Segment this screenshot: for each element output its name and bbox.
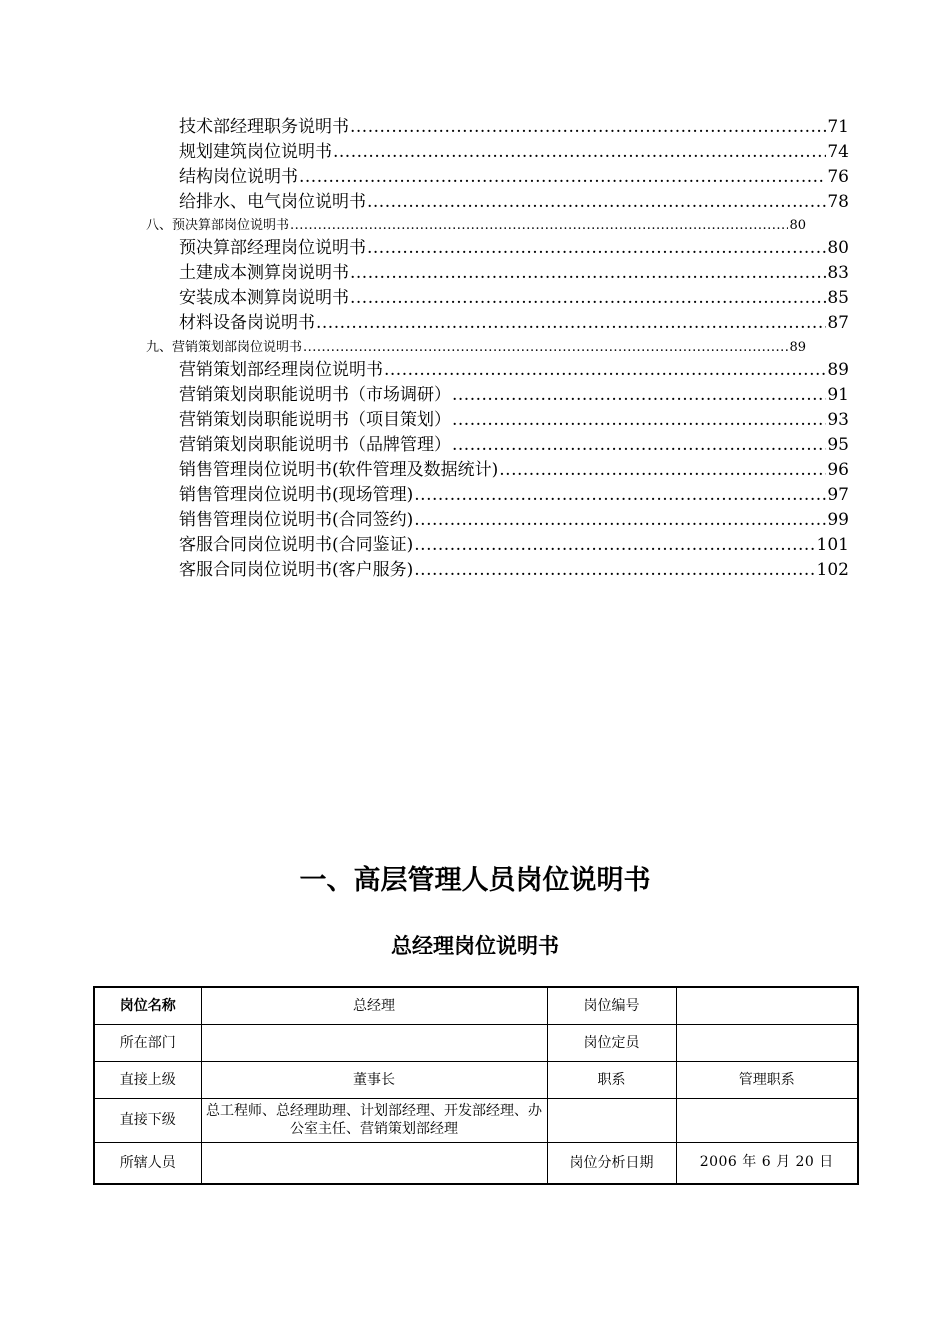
toc-leader-dots — [316, 311, 826, 336]
toc-entry-title: 规划建筑岗位说明书 — [179, 142, 332, 162]
toc-leader-dots — [452, 383, 826, 408]
analysis-date-value: 2006 年 6 月 20 日 — [699, 1153, 834, 1170]
department-value — [201, 1024, 547, 1061]
job-info-table — [93, 986, 859, 1185]
toc-leader-dots — [303, 338, 788, 358]
toc-entry-page: 97 — [827, 485, 849, 505]
toc-entry-page: 71 — [827, 117, 849, 137]
toc-entry[interactable] — [179, 508, 849, 533]
toc-entry-page: 85 — [827, 288, 849, 308]
toc-leader-dots — [499, 458, 826, 483]
toc-leader-dots — [384, 358, 826, 383]
job-family-value: 管理职系 — [676, 1061, 858, 1098]
toc-leader-dots — [367, 190, 826, 215]
toc-entry-page: 89 — [789, 340, 806, 355]
analysis-date-cell — [676, 1142, 858, 1184]
direct-superior-label: 直接上级 — [94, 1061, 201, 1098]
toc-leader-dots — [452, 433, 826, 458]
toc-entry-title: 客服合同岗位说明书(客户服务) — [179, 560, 414, 580]
toc-entry[interactable] — [179, 165, 849, 190]
toc-entry-title: 安装成本测算岗说明书 — [179, 288, 349, 308]
headcount-label: 岗位定员 — [547, 1024, 676, 1061]
table-row — [94, 1098, 858, 1142]
table-row — [94, 1142, 858, 1184]
toc-entry-title: 营销策划岗职能说明书（项目策划） — [179, 410, 451, 430]
department-label: 所在部门 — [94, 1024, 201, 1061]
toc-entry-page: 78 — [827, 192, 849, 212]
toc-entry-page: 87 — [827, 313, 849, 333]
toc-entry-title: 销售管理岗位说明书(软件管理及数据统计) — [179, 460, 499, 480]
toc-entry[interactable] — [179, 286, 849, 311]
document-title: 总经理岗位说明书 — [391, 934, 559, 958]
toc-entry-page: 99 — [827, 510, 849, 530]
toc-leader-dots — [414, 483, 826, 508]
direct-subordinates-label: 直接下级 — [94, 1098, 201, 1142]
toc-entry-title: 给排水、电气岗位说明书 — [179, 192, 366, 212]
toc-entry-title: 营销策划岗职能说明书（市场调研） — [179, 385, 451, 405]
toc-entry-page: 80 — [789, 218, 806, 233]
toc-entry-title: 九、营销策划部岗位说明书 — [146, 340, 303, 355]
toc-entry-page: 83 — [827, 263, 849, 283]
toc-entry[interactable] — [179, 261, 849, 286]
toc-chapter-entry[interactable] — [146, 338, 806, 358]
toc-entry-title: 客服合同岗位说明书(合同鉴证) — [179, 535, 414, 555]
toc-entry-title: 预决算部经理岗位说明书 — [179, 238, 366, 258]
table-row — [94, 1024, 858, 1061]
staff-under-label: 所辖人员 — [94, 1142, 201, 1184]
toc-entry[interactable] — [179, 236, 849, 261]
toc-leader-dots — [299, 165, 826, 190]
toc-entry-page: 80 — [827, 238, 849, 258]
toc-entry-title: 营销策划岗职能说明书（品牌管理） — [179, 435, 451, 455]
toc-entry[interactable] — [179, 115, 849, 140]
toc-leader-dots — [333, 140, 826, 165]
job-code-label: 岗位编号 — [547, 987, 676, 1024]
toc-entry-page: 91 — [827, 385, 849, 405]
toc-entry-page: 93 — [827, 410, 849, 430]
toc-leader-dots — [350, 115, 826, 140]
direct-superior-value: 董事长 — [201, 1061, 547, 1098]
toc-entry[interactable] — [179, 458, 849, 483]
empty-cell — [676, 1098, 858, 1142]
toc-entry[interactable] — [179, 433, 849, 458]
toc-entry[interactable] — [179, 558, 849, 583]
toc-entry-page: 74 — [827, 142, 849, 162]
toc-leader-dots — [414, 508, 826, 533]
toc-entry-title: 材料设备岗说明书 — [179, 313, 315, 333]
staff-under-value — [201, 1142, 547, 1184]
toc-leader-dots — [414, 558, 815, 583]
headcount-value — [676, 1024, 858, 1061]
toc-entry-title: 销售管理岗位说明书(现场管理) — [179, 485, 414, 505]
direct-subordinates-value: 总工程师、总经理助理、计划部经理、开发部经理、办公室主任、营销策划部经理 — [201, 1098, 547, 1142]
toc-entry[interactable] — [179, 358, 849, 383]
toc-leader-dots — [367, 236, 826, 261]
toc-leader-dots — [290, 216, 788, 236]
toc-entry-title: 土建成本测算岗说明书 — [179, 263, 349, 283]
toc-entry-page: 102 — [816, 560, 849, 580]
toc-entry[interactable] — [179, 311, 849, 336]
toc-entry[interactable] — [179, 190, 849, 215]
toc-leader-dots — [350, 286, 826, 311]
toc-entry[interactable] — [179, 408, 849, 433]
table-row — [94, 1061, 858, 1098]
toc-leader-dots — [350, 261, 826, 286]
toc-entry-title: 结构岗位说明书 — [179, 167, 298, 187]
toc-entry-title: 技术部经理职务说明书 — [179, 117, 349, 137]
toc-entry-page: 101 — [816, 535, 849, 555]
job-family-label: 职系 — [547, 1061, 676, 1098]
table-row — [94, 987, 858, 1024]
job-title-label: 岗位名称 — [94, 987, 201, 1024]
toc-entry-page: 76 — [827, 167, 849, 187]
analysis-date-label: 岗位分析日期 — [547, 1142, 676, 1184]
toc-entry-title: 八、预决算部岗位说明书 — [146, 218, 290, 233]
toc-chapter-entry[interactable] — [146, 216, 806, 236]
job-title-value: 总经理 — [201, 987, 547, 1024]
empty-cell — [547, 1098, 676, 1142]
toc-leader-dots — [414, 533, 815, 558]
toc-entry-page: 95 — [827, 435, 849, 455]
toc-entry-page: 89 — [827, 360, 849, 380]
section-title: 一、高层管理人员岗位说明书 — [299, 865, 651, 896]
toc-entry[interactable] — [179, 533, 849, 558]
toc-entry[interactable] — [179, 140, 849, 165]
toc-entry[interactable] — [179, 383, 849, 408]
toc-entry-title: 营销策划部经理岗位说明书 — [179, 360, 383, 380]
toc-entry-title: 销售管理岗位说明书(合同签约) — [179, 510, 414, 530]
toc-leader-dots — [452, 408, 826, 433]
job-code-value — [676, 987, 858, 1024]
toc-entry[interactable] — [179, 483, 849, 508]
toc-entry-page: 96 — [827, 460, 849, 480]
